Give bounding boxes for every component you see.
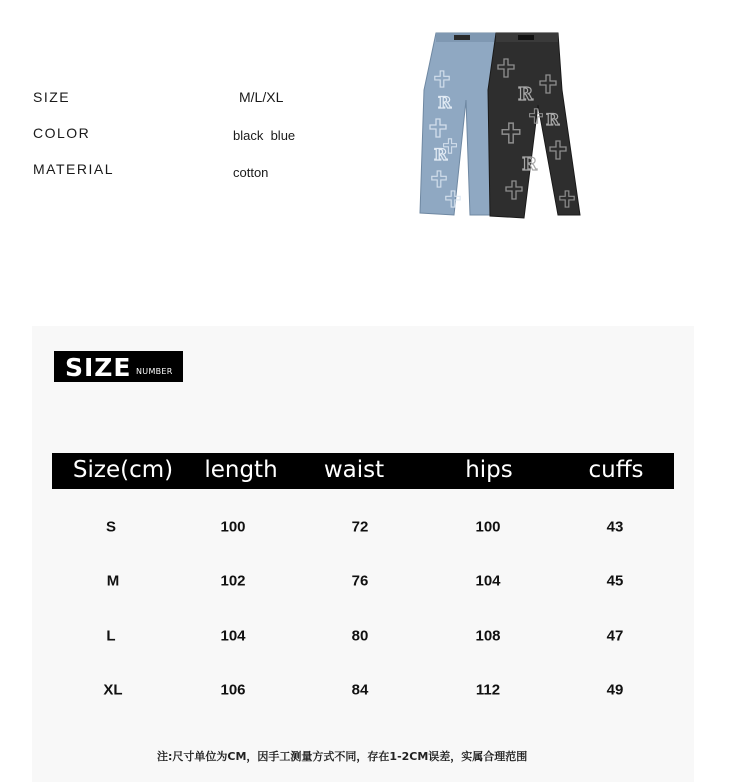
size-badge-title: SIZE [65, 353, 132, 382]
size-number-badge [54, 351, 183, 382]
cell-waist: 80 [351, 627, 369, 645]
product-image-jeans [418, 30, 586, 220]
cell-hips: 112 [475, 681, 501, 699]
spec-label-color: COLOR [33, 125, 91, 141]
svg-text:R: R [438, 93, 452, 112]
cell-length: 106 [220, 681, 246, 699]
header-hips: hips [465, 457, 513, 483]
spec-label-material: MATERIAL [33, 161, 114, 177]
svg-text:R: R [522, 154, 537, 175]
spec-value-material: cotton [233, 165, 269, 180]
cell-waist: 76 [351, 572, 369, 590]
blue-jeans-icon [420, 33, 498, 215]
cell-hips: 108 [475, 627, 501, 645]
svg-text:R: R [518, 84, 533, 105]
svg-text:R: R [434, 145, 448, 164]
size-table-header [52, 453, 674, 489]
cell-size: XL [103, 681, 123, 699]
spec-value-color: black blue [233, 128, 296, 143]
cell-waist: 72 [351, 518, 369, 536]
cell-hips: 104 [475, 572, 501, 590]
cell-cuffs: 49 [606, 681, 624, 699]
spec-value-size: M/L/XL [239, 89, 284, 105]
size-chart-panel [32, 326, 694, 782]
cell-size: M [106, 572, 120, 590]
cell-length: 104 [220, 627, 246, 645]
cell-size: L [106, 627, 116, 645]
header-length: length [204, 457, 278, 483]
size-badge-subtitle: NUMBER [136, 367, 173, 376]
cell-waist: 84 [351, 681, 369, 699]
cell-cuffs: 43 [606, 518, 624, 536]
measurement-footnote: 注:尺寸单位为CM，因手工测量方式不同，存在1-2CM误差，实属合理范围 [157, 750, 528, 763]
cell-size: S [105, 518, 117, 536]
header-waist: waist [323, 457, 385, 483]
svg-text:R: R [546, 110, 560, 129]
header-size: Size(cm) [72, 457, 174, 483]
cell-length: 102 [220, 572, 246, 590]
cell-length: 100 [220, 518, 246, 536]
cell-hips: 100 [475, 518, 501, 536]
black-jeans-icon [488, 33, 580, 218]
header-cuffs: cuffs [588, 457, 644, 483]
spec-label-size: SIZE [33, 89, 71, 105]
cell-cuffs: 45 [606, 572, 624, 590]
cell-cuffs: 47 [606, 627, 624, 645]
